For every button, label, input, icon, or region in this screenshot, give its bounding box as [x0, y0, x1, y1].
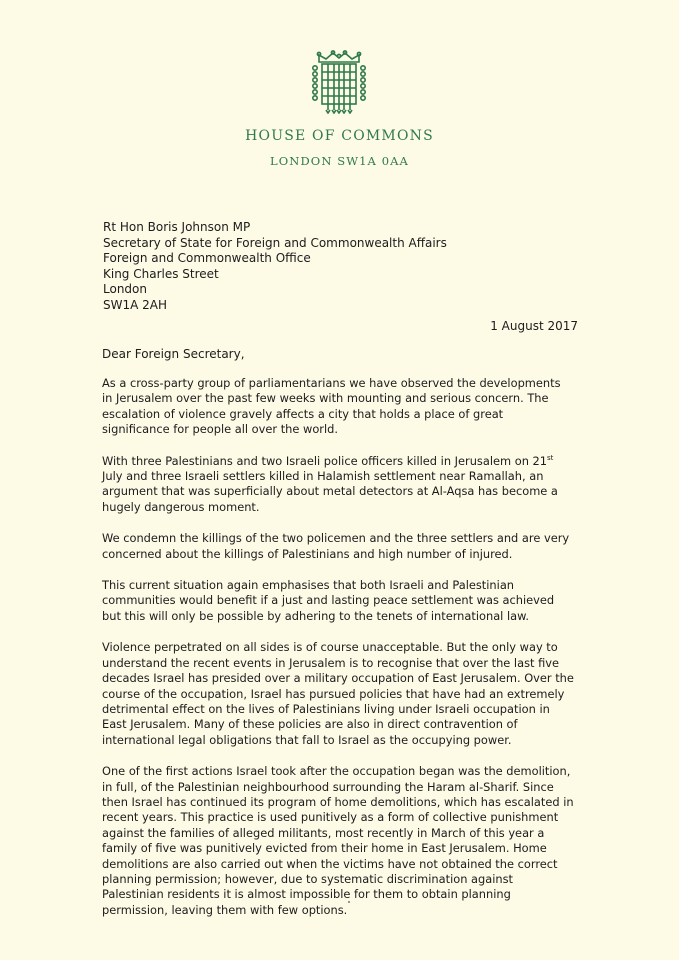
recipient-line: London [103, 282, 147, 296]
letterhead-title: HOUSE OF COMMONS [245, 128, 434, 144]
paragraph: One of the first actions Israel took after the occupation began was the demolition, in full, of the Palestinian neighbourhood surrounding the Haram al-Sharif. Since then Israel has continued its program of home demolitions, which has escalated in recent years. This practice is used punitively as a form of collective punishment against the families of alleged militants, most recently in March of this year a family of five was punitively evicted from their home in East Jerusalem. Home demolitions are also carried out when the victims have not obtained the correct planning permission; however, due to systematic discrimination against Palestinian residents it is almost impossible for them to obtain planning permission, leaving them with few options. [102, 764, 574, 917]
letter-body [102, 376, 574, 934]
recipient-address [103, 220, 447, 313]
paragraph: Violence perpetrated on all sides is of course unacceptable. But the only way to understand the recent events in Jerusalem is to recognise that over the last five decades Israel has presided over a military occupation of East Jerusalem. Over the course of the occupation, Israel has pursued policies that have had an extremely detrimental effect on the lives of Palestinians living under Israeli occupation in East Jerusalem. Many of these policies are also in direct contravention of international legal obligations that fall to Israel as the occupying power. [102, 640, 574, 747]
paragraph: This current situation again emphasises that both Israeli and Palestinian communities would benefit if a just and lasting peace settlement was achieved but this will only be possible by adhering to the tenets of international law. [102, 578, 555, 623]
recipient-line: Foreign and Commonwealth Office [103, 251, 311, 265]
recipient-line: King Charles Street [103, 266, 219, 281]
paragraph-text: With three Palestinians and two Israeli police officers killed in Jerusalem on 21 [102, 453, 548, 468]
paragraph: We condemn the killings of the two policemen and the three settlers and are very concerned about the killings of Palestinians and high number of injured. [102, 531, 570, 561]
recipient-line: Secretary of State for Foreign and Commonwealth Affairs [103, 235, 447, 250]
paragraph-text: July and three Israeli settlers killed in Halamish settlement near Ramallah, an argument that was superficially about metal detectors at Al-Aqsa has become a hugely dangerous moment. [102, 469, 558, 514]
letter-date: 1 August 2017 [490, 319, 578, 333]
paragraph [102, 454, 574, 516]
paragraph: As a cross-party group of parliamentarians we have observed the developments in Jerusalem over the past few weeks with mounting and serious concern. The escalation of violence gravely affects a city that holds a place of great significance for people all over the world. [102, 376, 561, 437]
letterhead-address: LONDON SW1A 0AA [270, 154, 409, 168]
portcullis-crest-icon [311, 50, 367, 114]
ordinal-suffix: st [547, 453, 554, 462]
recipient-line: SW1A 2AH [103, 297, 168, 312]
page-mark [348, 901, 350, 903]
salutation: Dear Foreign Secretary, [102, 347, 245, 361]
recipient-line: Rt Hon Boris Johnson MP [103, 220, 251, 234]
